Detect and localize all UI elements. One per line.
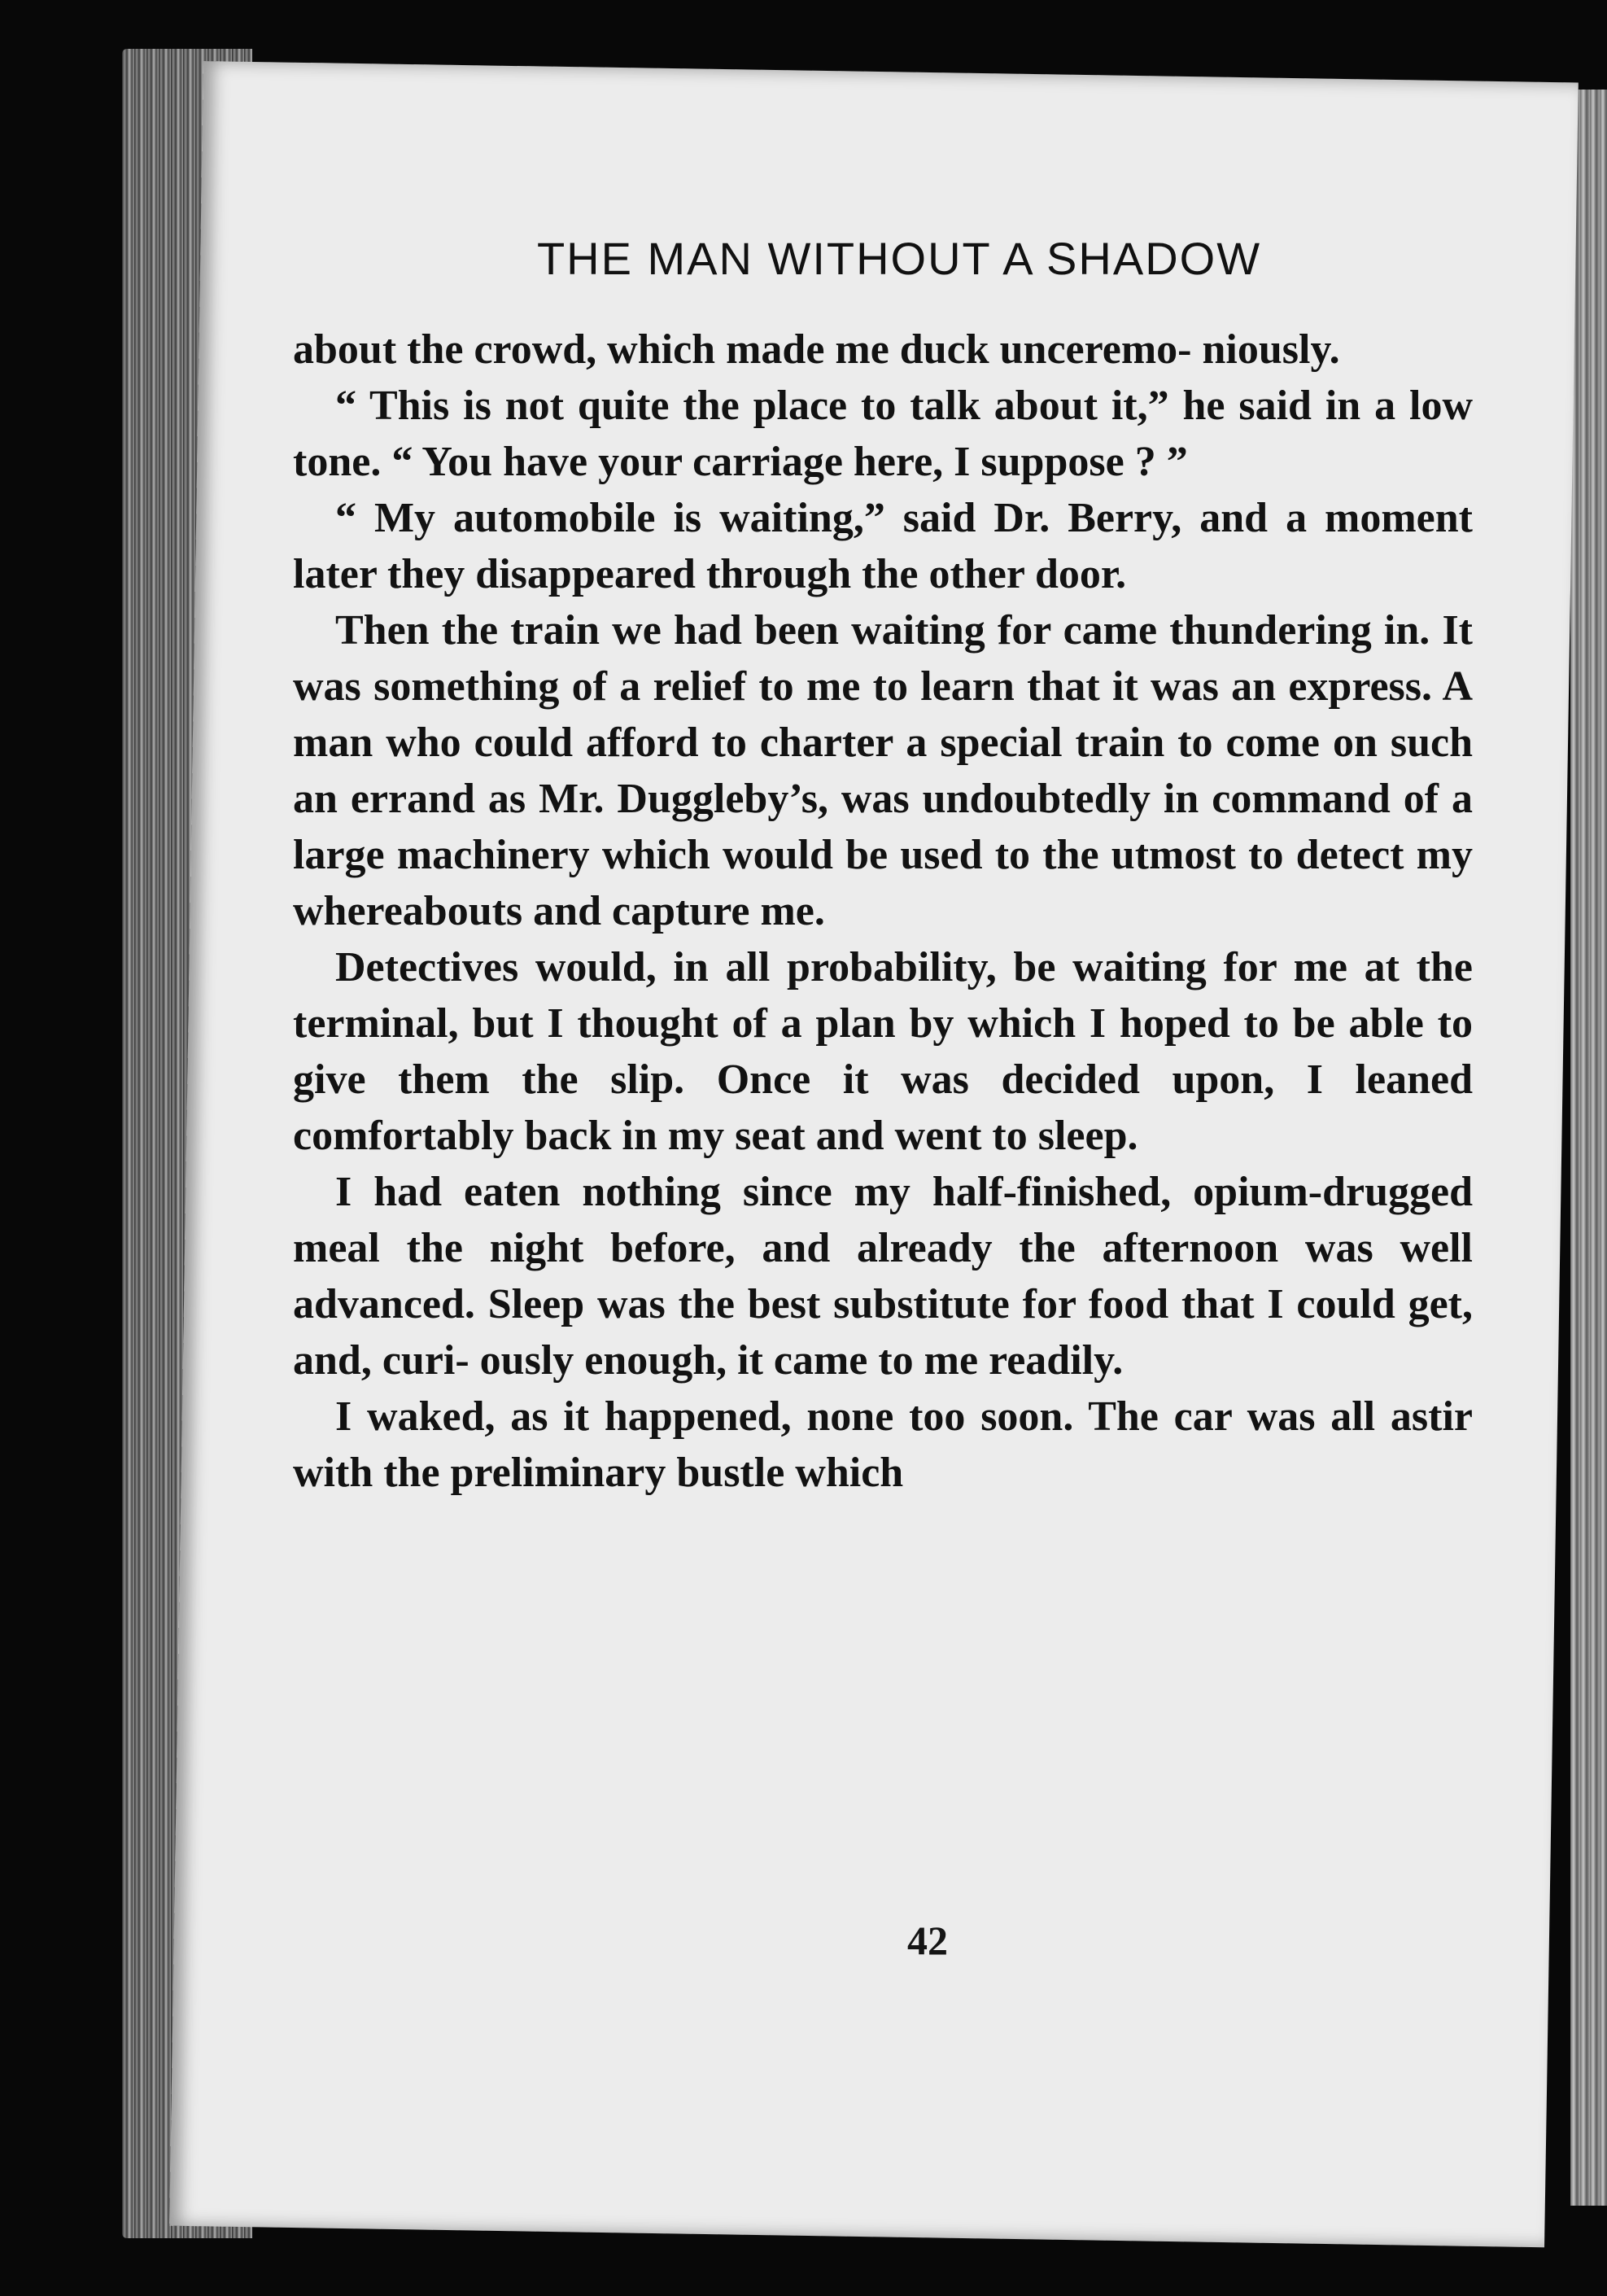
paragraph: “ This is not quite the place to talk about it,” he said in a low tone. “ You have your carriage here, I suppose ? ”: [293, 383, 1473, 485]
paragraph: about the crowd, which made me duck unceremo- niously.: [293, 326, 1340, 373]
right-page-edge: [1570, 90, 1607, 2206]
paragraph: Then the train we had been waiting for came thundering in. It was something of a relief to me to learn that it was an express. A man who could afford to charter a special train to come on such an errand as Mr. Duggleby’s, was undoubtedly in command of a large machinery which would be used to the utmost to detect my whereabouts and capture me.: [293, 607, 1473, 934]
page-number: 42: [907, 1918, 948, 1963]
paragraph: I waked, as it happened, none too soon. The car was all astir with the preliminary bustle which: [293, 1393, 1473, 1496]
running-head: THE MAN WITHOUT A SHADOW: [536, 233, 1262, 284]
body-text: [293, 321, 1473, 1501]
paragraph: “ My automobile is waiting,” said Dr. Berry, and a moment later they disappeared through the other door.: [293, 495, 1473, 597]
paragraph: I had eaten nothing since my half-finished, opium-drugged meal the night before, and already the afternoon was well advanced. Sleep was the best substitute for food that I could get, and, curi- ously enough, it came to me readily.: [293, 1169, 1473, 1384]
paragraph: Detectives would, in all probability, be waiting for me at the terminal, but I thought of a plan by which I hoped to be able to give them the slip. Once it was decided upon, I leaned comfortably back in my seat and went to sleep.: [293, 944, 1473, 1159]
